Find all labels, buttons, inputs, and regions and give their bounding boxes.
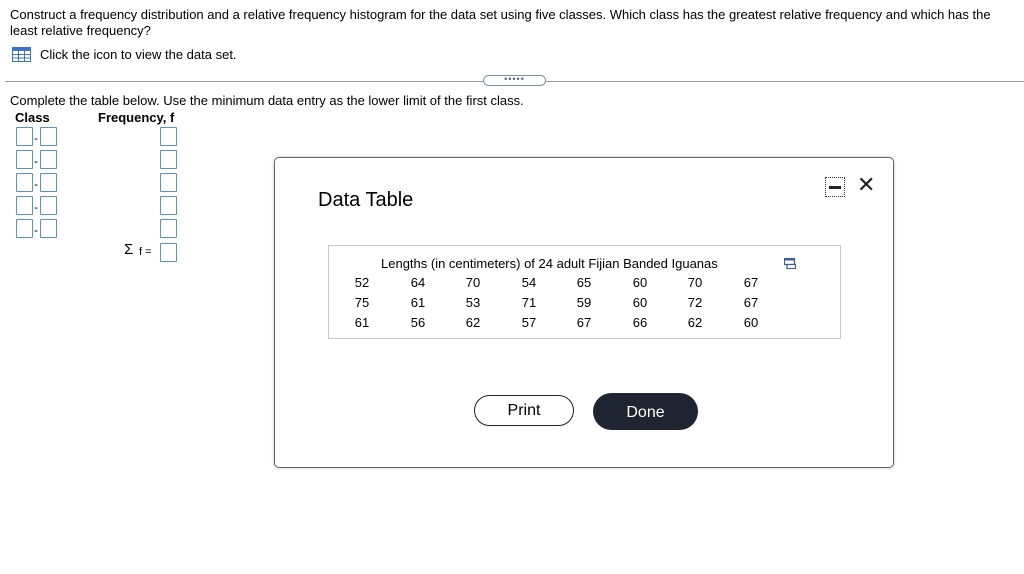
class-lower-limit-input[interactable] <box>16 173 33 192</box>
class-dash: - <box>34 131 38 145</box>
frequency-input[interactable] <box>160 173 177 192</box>
table-cell: 66 <box>632 315 648 330</box>
class-dash: - <box>34 177 38 191</box>
table-cell: 61 <box>354 315 370 330</box>
table-cell: 70 <box>687 275 703 290</box>
sum-symbol: Σ <box>124 241 134 258</box>
table-cell: 75 <box>354 295 370 310</box>
table-cell: 60 <box>632 275 648 290</box>
table-cell: 62 <box>687 315 703 330</box>
class-upper-limit-input[interactable] <box>40 196 57 215</box>
expand-button[interactable]: ••••• <box>483 75 546 86</box>
table-cell: 70 <box>465 275 481 290</box>
frequency-input[interactable] <box>160 150 177 169</box>
table-cell: 67 <box>576 315 592 330</box>
data-table-panel <box>328 245 841 339</box>
table-cell: 61 <box>410 295 426 310</box>
class-upper-limit-input[interactable] <box>40 173 57 192</box>
sum-label: f = <box>139 246 152 258</box>
frequency-sum-input[interactable] <box>160 243 177 262</box>
class-column-header: Class <box>15 110 50 125</box>
question-text: Construct a frequency distribution and a relative frequency histogram for the data set using five classes. Which class has the greatest relative frequency and which has the least relative frequency? <box>10 7 991 38</box>
table-cell: 57 <box>521 315 537 330</box>
data-table-dialog <box>274 157 894 468</box>
class-lower-limit-input[interactable] <box>16 219 33 238</box>
class-upper-limit-input[interactable] <box>40 219 57 238</box>
table-cell: 72 <box>687 295 703 310</box>
table-cell: 59 <box>576 295 592 310</box>
table-cell: 60 <box>743 315 759 330</box>
table-cell: 52 <box>354 275 370 290</box>
table-cell: 64 <box>410 275 426 290</box>
class-lower-limit-input[interactable] <box>16 150 33 169</box>
frequency-input[interactable] <box>160 196 177 215</box>
table-cell: 65 <box>576 275 592 290</box>
class-lower-limit-input[interactable] <box>16 196 33 215</box>
table-cell: 71 <box>521 295 537 310</box>
table-cell: 62 <box>465 315 481 330</box>
table-cell: 67 <box>743 275 759 290</box>
copy-icon[interactable] <box>784 258 796 269</box>
table-cell: 60 <box>632 295 648 310</box>
frequency-input[interactable] <box>160 127 177 146</box>
close-icon[interactable]: ✕ <box>857 172 876 197</box>
table-cell: 53 <box>465 295 481 310</box>
print-button[interactable]: Print <box>474 395 574 426</box>
class-dash: - <box>34 154 38 168</box>
view-data-set-link[interactable] <box>12 46 237 62</box>
minimize-button[interactable] <box>825 177 845 197</box>
class-lower-limit-input[interactable] <box>16 127 33 146</box>
instruction-text: Complete the table below. Use the minimum data entry as the lower limit of the first class. <box>10 93 524 108</box>
done-button[interactable]: Done <box>593 393 698 430</box>
class-upper-limit-input[interactable] <box>40 127 57 146</box>
frequency-column-header: Frequency, f <box>98 110 175 125</box>
dialog-title: Data Table <box>318 189 414 211</box>
frequency-input[interactable] <box>160 219 177 238</box>
class-dash: - <box>34 200 38 214</box>
class-dash: - <box>34 223 38 237</box>
data-table-icon[interactable] <box>12 47 31 62</box>
table-cell: 67 <box>743 295 759 310</box>
table-cell: 56 <box>410 315 426 330</box>
table-caption: Lengths (in centimeters) of 24 adult Fijian Banded Iguanas <box>381 256 718 271</box>
table-cell: 54 <box>521 275 537 290</box>
dataset-link-label[interactable]: Click the icon to view the data set. <box>40 46 237 62</box>
class-upper-limit-input[interactable] <box>40 150 57 169</box>
